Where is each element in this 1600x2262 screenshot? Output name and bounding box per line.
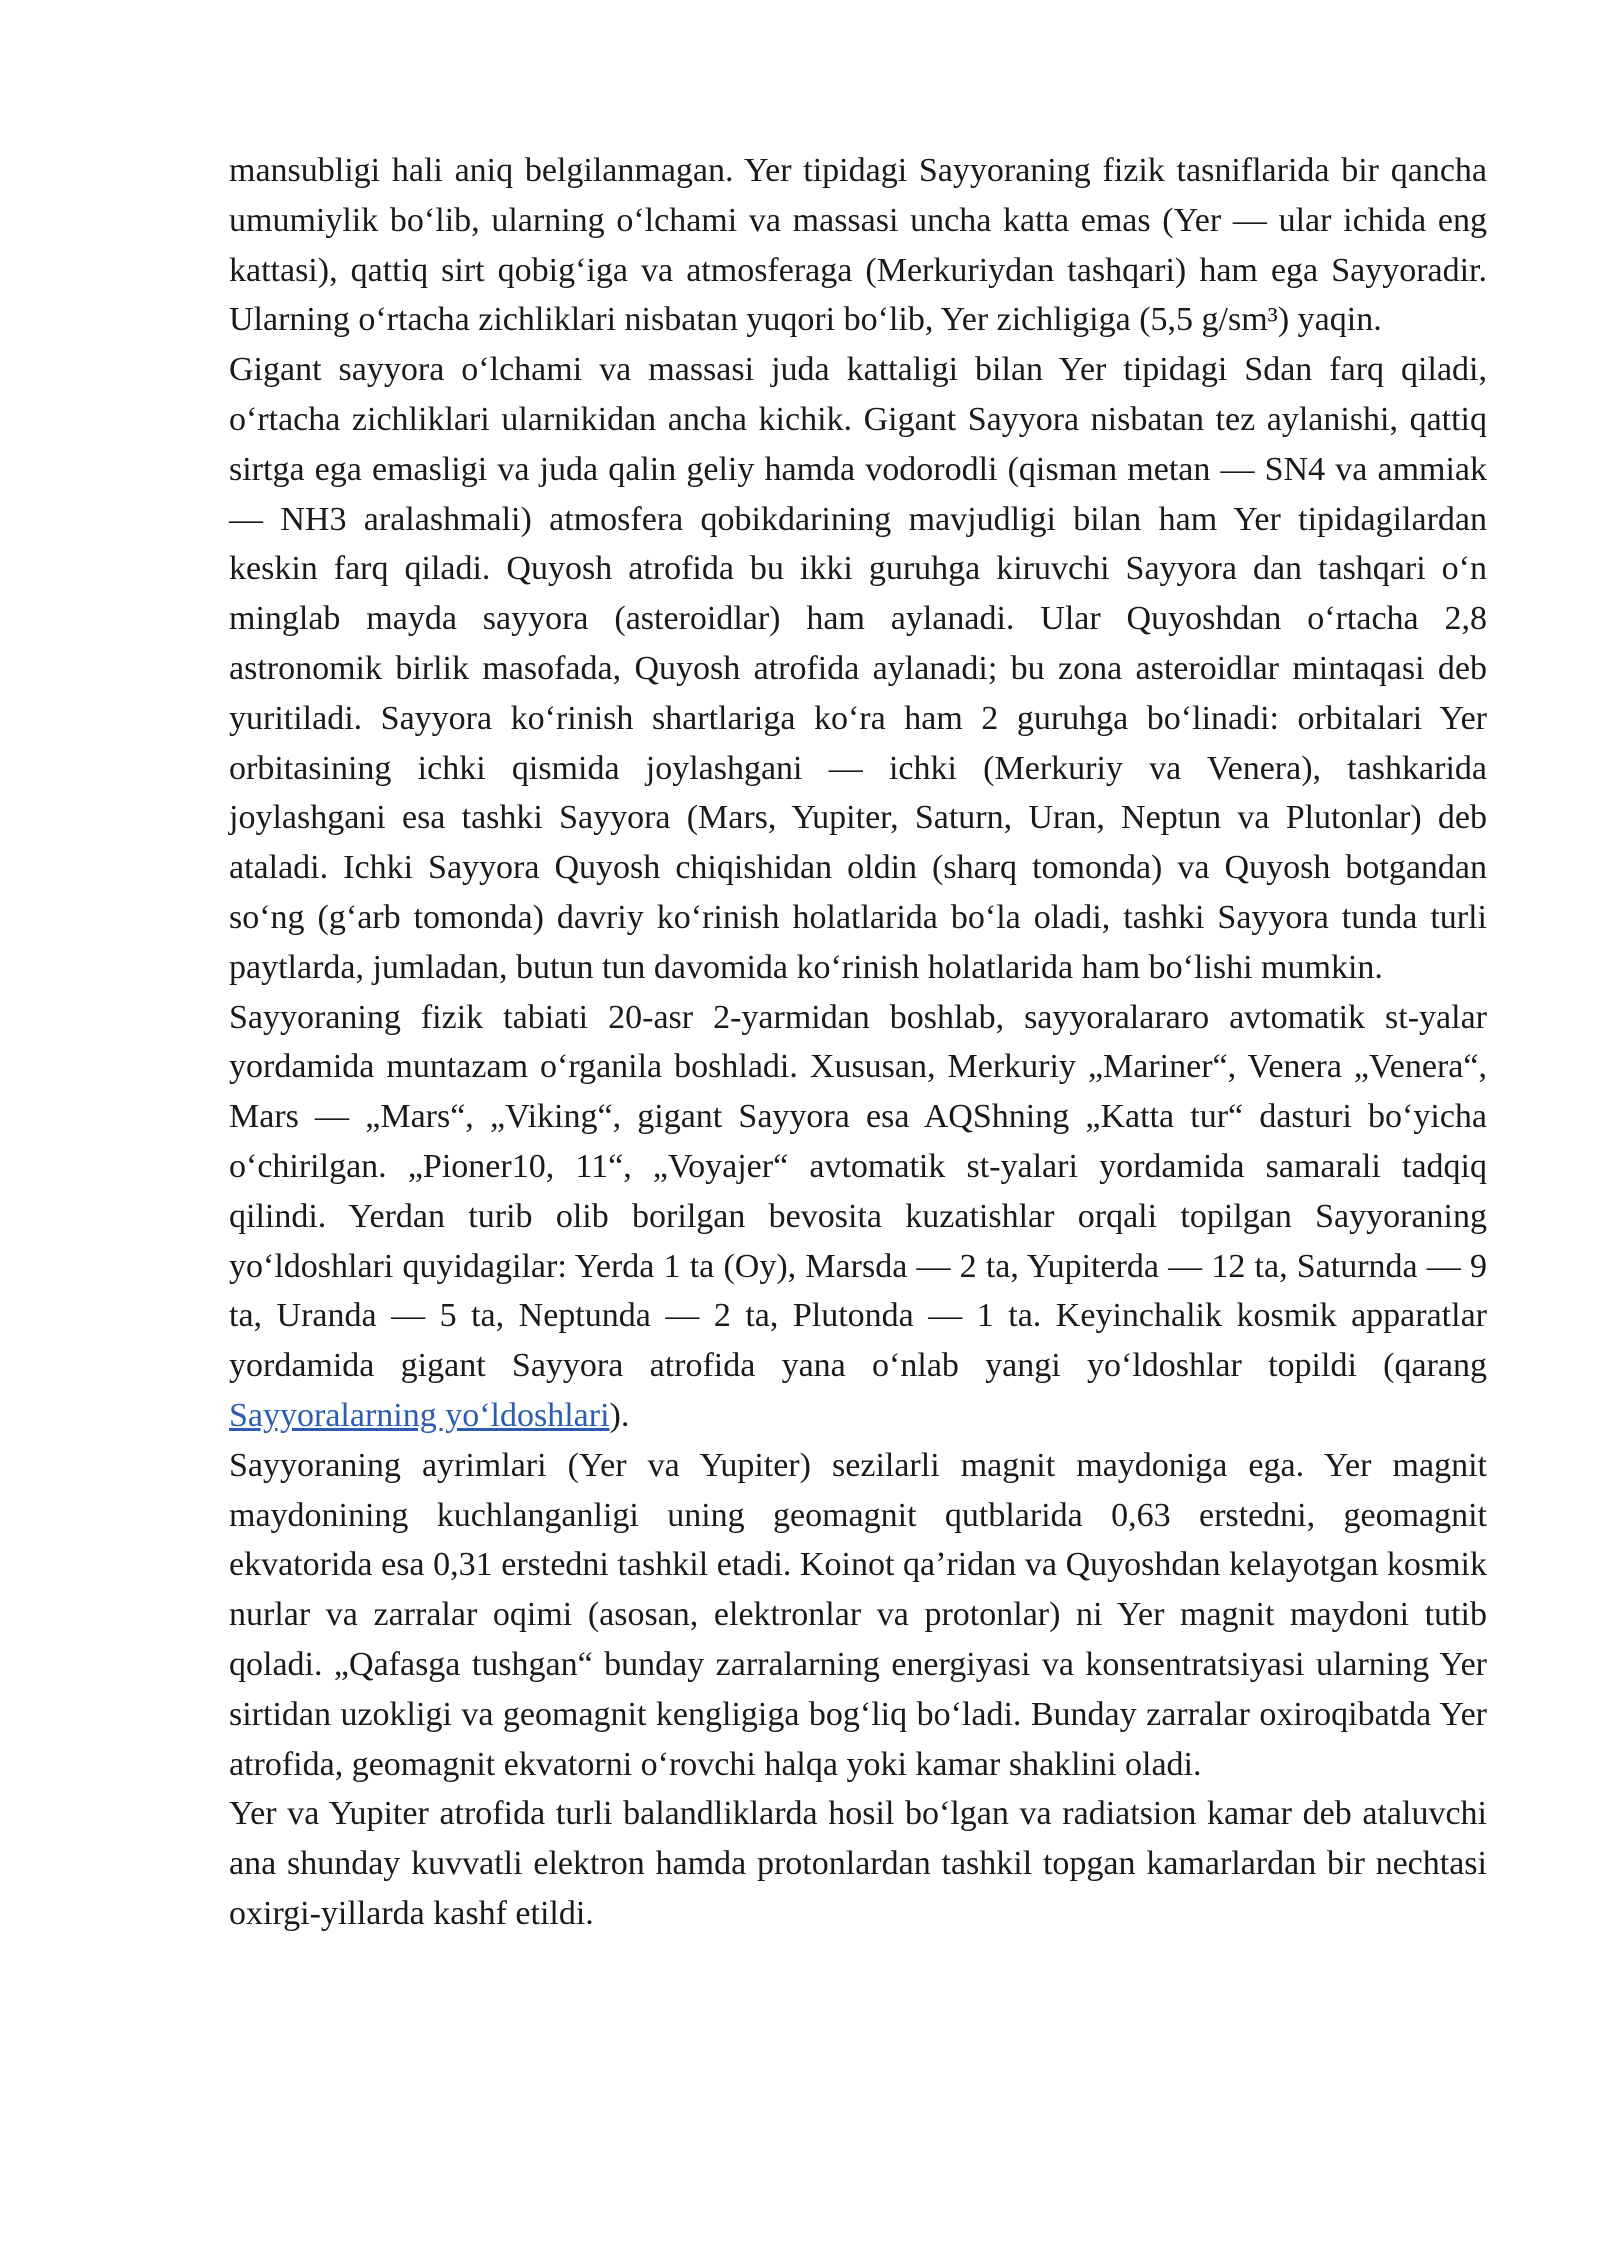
- paragraph-radiation-belts: Yer va Yupiter atrofida turli balandliklarda hosil boʻlgan va radiatsion kamar deb ataluvchi ana shunday kuvvatli elektron hamda protonlardan tashkil topgan kamarlardan bir nechtasi oxirgi-yillarda kashf etildi.: [229, 1795, 1487, 1932]
- paragraph-text-before-link: Sayyoraning fizik tabiati 20-asr 2-yarmidan boshlab, sayyoralararo avtomatik st-yalar yordamida muntazam oʻrganila boshladi. Xususan, Merkuriy „Mariner“, Venera „Venera“, Mars — „Mars“, „Viking“, gigant Sayyora esa AQShning „Katta tur“ dasturi boʻyicha oʻchirilgan. „Pioner10, 11“, „Voyajer“ avtomatik st-yalari yordamida samarali tadqiq qilindi. Yerdan turib olib borilgan bevosita kuzatishlar orqali topilgan Sayyoraning yoʻldoshlari quyidagilar: Yerda 1 ta (Oy), Marsda — 2 ta, Yupiterda — 12 ta, Saturnda — 9 ta, Uranda — 5 ta, Neptunda — 2 ta, Plutonda — 1 ta. Keyinchalik kosmik apparatlar yordamida gigant Sayyora atrofida yana oʻnlab yangi yoʻldoshlar topildi (qarang: [229, 998, 1487, 1385]
- paragraph-terrestrial-planets: mansubligi hali aniq belgilanmagan. Yer tipidagi Sayyoraning fizik tasniflarida bir qancha umumiylik boʻlib, ularning oʻlchami va massasi uncha katta emas (Yer — ular ichida eng kattasi), qattiq sirt qobigʻiga va atmosferaga (Merkuriydan tashqari) ham ega Sayyoradir. Ularning oʻrtacha zichliklari nisbatan yuqori boʻlib, Yer zichligiga (5,5 g/sm³) yaqin.: [229, 152, 1487, 339]
- satellites-link[interactable]: Sayyoralarning yoʻldoshlari: [229, 1396, 610, 1434]
- paragraph-exploration-satellites: [229, 993, 1487, 1441]
- paragraph-giant-planets: Gigant sayyora oʻlchami va massasi juda kattaligi bilan Yer tipidagi Sdan farq qiladi, oʻrtacha zichliklari ularnikidan ancha kichik. Gigant Sayyora nisbatan tez aylanishi, qattiq sirtga ega emasligi va juda qalin geliy hamda vodorodli (qisman metan — SN4 va ammiak — NH3 aralashmali) atmosfera qobikdarining mavjudligi bilan ham Yer tipidagilardan keskin farq qiladi. Quyosh atrofida bu ikki guruhga kiruvchi Sayyora dan tashqari oʻn minglab mayda sayyora (asteroidlar) ham aylanadi. Ular Quyoshdan oʻrtacha 2,8 astronomik birlik masofada, Quyosh atrofida aylanadi; bu zona asteroidlar mintaqasi deb yuritiladi. Sayyora koʻrinish shartlariga koʻra ham 2 guruhga boʻlinadi: orbitalari Yer orbitasining ichki qismida joylashgani — ichki (Merkuriy va Venera), tashkarida joylashgani esa tashki Sayyora (Mars, Yupiter, Saturn, Uran, Neptun va Plutonlar) deb ataladi. Ichki Sayyora Quyosh chiqishidan oldin (sharq tomonda) va Quyosh botgandan soʻng (gʻarb tomonda) davriy koʻrinish holatlarida boʻla oladi, tashki Sayyora tunda turli paytlarda, jumladan, butun tun davomida koʻrinish holatlarida ham boʻlishi mumkin.: [229, 351, 1487, 986]
- paragraph-magnetic-field: Sayyoraning ayrimlari (Yer va Yupiter) sezilarli magnit maydoniga ega. Yer magnit maydonining kuchlanganligi uning geomagnit qutblarida 0,63 erstedni, geomagnit ekvatorida esa 0,31 erstedni tashkil etadi. Koinot qaʼridan va Quyoshdan kelayotgan kosmik nurlar va zarralar oqimi (asosan, elektronlar va protonlar) ni Yer magnit maydoni tutib qoladi. „Qafasga tushgan“ bunday zarralarning energiyasi va konsentratsiyasi ularning Yer sirtidan uzokligi va geomagnit kengligiga bogʻliq boʻladi. Bunday zarralar oxiroqibatda Yer atrofida, geomagnit ekvatorni oʻrovchi halqa yoki kamar shaklini oladi.: [229, 1446, 1487, 1783]
- document-page: [229, 146, 1487, 1939]
- paragraph-text-after-link: ).: [609, 1396, 630, 1434]
